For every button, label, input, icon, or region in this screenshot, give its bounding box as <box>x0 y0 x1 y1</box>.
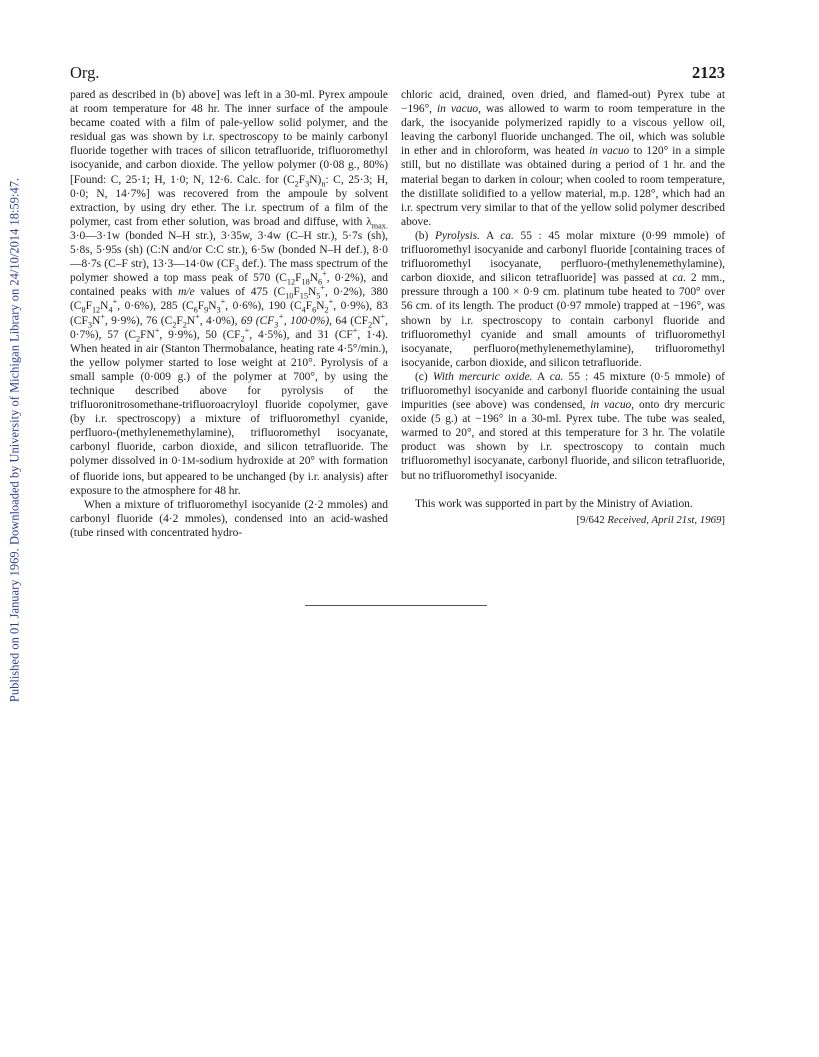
download-notice-sidebar <box>0 0 30 1057</box>
end-rule <box>305 605 487 606</box>
right-paragraph-mercuric-oxide: (c) With mercuric oxide. A ca. 55 : 45 mixture (0·5 mmole) of trifluoromethyl isocyanide and carbonyl fluoride containing the usual impurities (see above) was condensed, in vacuo, onto dry mercuric oxide (5 g.) at −196° in a 30-ml. Pyrex tube. The tube was sealed, warmed to 20°, and stored at this temperature for 3 hr. The volatile product was shown by i.r. spectroscopy to contain much trifluoromethyl isocyanate, carbonyl fluoride, and silicon tetrafluoride, but no trifluoromethyl isocyanide. <box>401 370 725 482</box>
left-paragraph-2: When a mixture of trifluoromethyl isocyanide (2·2 mmoles) and carbonyl fluoride (4·2 mmoles), condensed into an acid-washed (tube rinsed with concentrated hydro- <box>70 498 388 539</box>
section-heading-pyrolysis: Pyrolysis. <box>434 229 480 242</box>
running-header <box>70 63 725 87</box>
received-date: [9/642 Received, April 21st, 1969] <box>576 513 725 526</box>
right-column <box>401 88 725 527</box>
acknowledgement: This work was supported in part by the Ministry of Aviation. <box>415 497 693 510</box>
journal-section: Org. <box>70 63 100 82</box>
section-heading-mercuric-oxide: With mercuric oxide. <box>432 370 533 383</box>
download-notice: Published on 01 January 1969. Downloaded by University of Michigan Library on 24/10/2014 18:59:47. <box>7 177 22 703</box>
left-paragraph-1: pared as described in (b) above] was left in a 30-ml. Pyrex ampoule at room temperature for 48 hr. The inner surface of the ampoule became coated with a film of pale-yellow solid polymer, and the residual gas was shown by i.r. spectroscopy to be mainly carbonyl fluoride together with traces of silicon tetrafluoride, trifluoromethyl isocyanide, and carbon dioxide. The yellow polymer (0·08 g., 80%) [Found: C, 25·1; H, 1·0; N, 12·6. Calc. for $(C_2F_3N)_n$: C, 25·3; H, 0·0; N, 14·7%] was recovered from the ampoule by solvent extraction, by using dry ether. The i.r. spectrum of a film of the polymer, cast from ether solution, was broad and diffuse, with $\lambda_{max.}$ 3·0—3·1w (bonded N–H str.), 3·35w, 3·4w (C–H str.), 5·7s (sh), 5·8s, 5·95s (sh) (C:N and/or C:C str.), 6·5w (bonded N–H def.), 8·0—8·7s (C–F str), 13·3—14·0w ($CF_3$ def.). The mass spectrum of the polymer showed a top mass peak of 570 ($C_{12}F_{18}N_6^+$, 0·2%), and contained peaks with m/e values of 475 ($C_{10}F_{15}N_5^+$, 0·2%), 380 ($C_8F_{12}N_4^+$, 0·6%), 285 ($C_6F_9N_3^+$, 0·6%), 190 ($C_4F_6N_2^+$, 0·9%), 83 ($CF_3N^+$, 9·9%), 76 ($C_2F_2N^+$, 4·0%), 69 ($CF_3^+$, 100·0%), 64 ($CF_2N^+$, 0·7%), 57 ($C_2FN^+$, 9·9%), 50 ($CF_2^+$, 4·5%), and 31 (CF+, 1·4). When heated in air (Stanton Thermobalance, heating rate 4·5°/min.), the yellow polymer started to lose weight at 210°. Pyrolysis of a small sample (0·009 g.) of the polymer at 700°, by using the technique described above for pyrolysis of the trifluoronitrosomethane-trifluoroacryloyl fluoride copolymer, gave (by i.r. spectroscopy) a mixture of trifluoromethyl cyanide, perfluoro-(methylenemethylamine), trifluoromethyl isocyanate, carbonyl fluoride, carbon dioxide, and silicon tetrafluoride. The polymer dissolved in 0·1M-sodium hydroxide at 20° with formation of fluoride ions, but appeared to be unchanged (by i.r. analysis) after exposure to the atmosphere for 48 hr. <box>70 89 389 497</box>
right-paragraph-pyrolysis: (b) Pyrolysis. A ca. 55 : 45 molar mixture (0·99 mmole) of trifluoromethyl isocyanide and carbonyl fluoride [containing traces of trifluoromethyl isocyanate, perfluoro-(methylenemethylamine), carbon dioxide, and silicon tetrafluoride] was passed at ca. 2 mm., pressure through a 100 × 0·9 cm. platinum tube heated to 700° over 56 cm. of its length. The product (0·97 mmole) trapped at −196°, was shown by i.r. spectroscopy to contain carbonyl fluoride and trifluoromethyl cyanide and small amounts of trifluoromethyl isocyanate, perfluoro(methylenemethylamine), trifluoromethyl isocyanide, carbon dioxide, and silicon tetrafluoride. <box>401 229 725 369</box>
page-number: 2123 <box>692 63 725 82</box>
left-column <box>70 88 388 540</box>
right-paragraph-1: chloric acid, drained, oven dried, and flamed-out) Pyrex tube at −196°, in vacuo, was allowed to warm to room temperature in the dark, the isocyanide polymerized rapidly to a viscous yellow oil, leaving the carbonyl fluoride unchanged. The oil, which was soluble in ether and in chloroform, was heated in vacuo to 120° in a simple still, but no distillate was obtained during a period of 1 hr. and the material began to darken in colour; when cooled to room temperature, the distillate solidified to a yellow material, m.p. 128°, which had an i.r. spectrum very similar to that of the yellow solid polymer described above. <box>401 89 725 228</box>
